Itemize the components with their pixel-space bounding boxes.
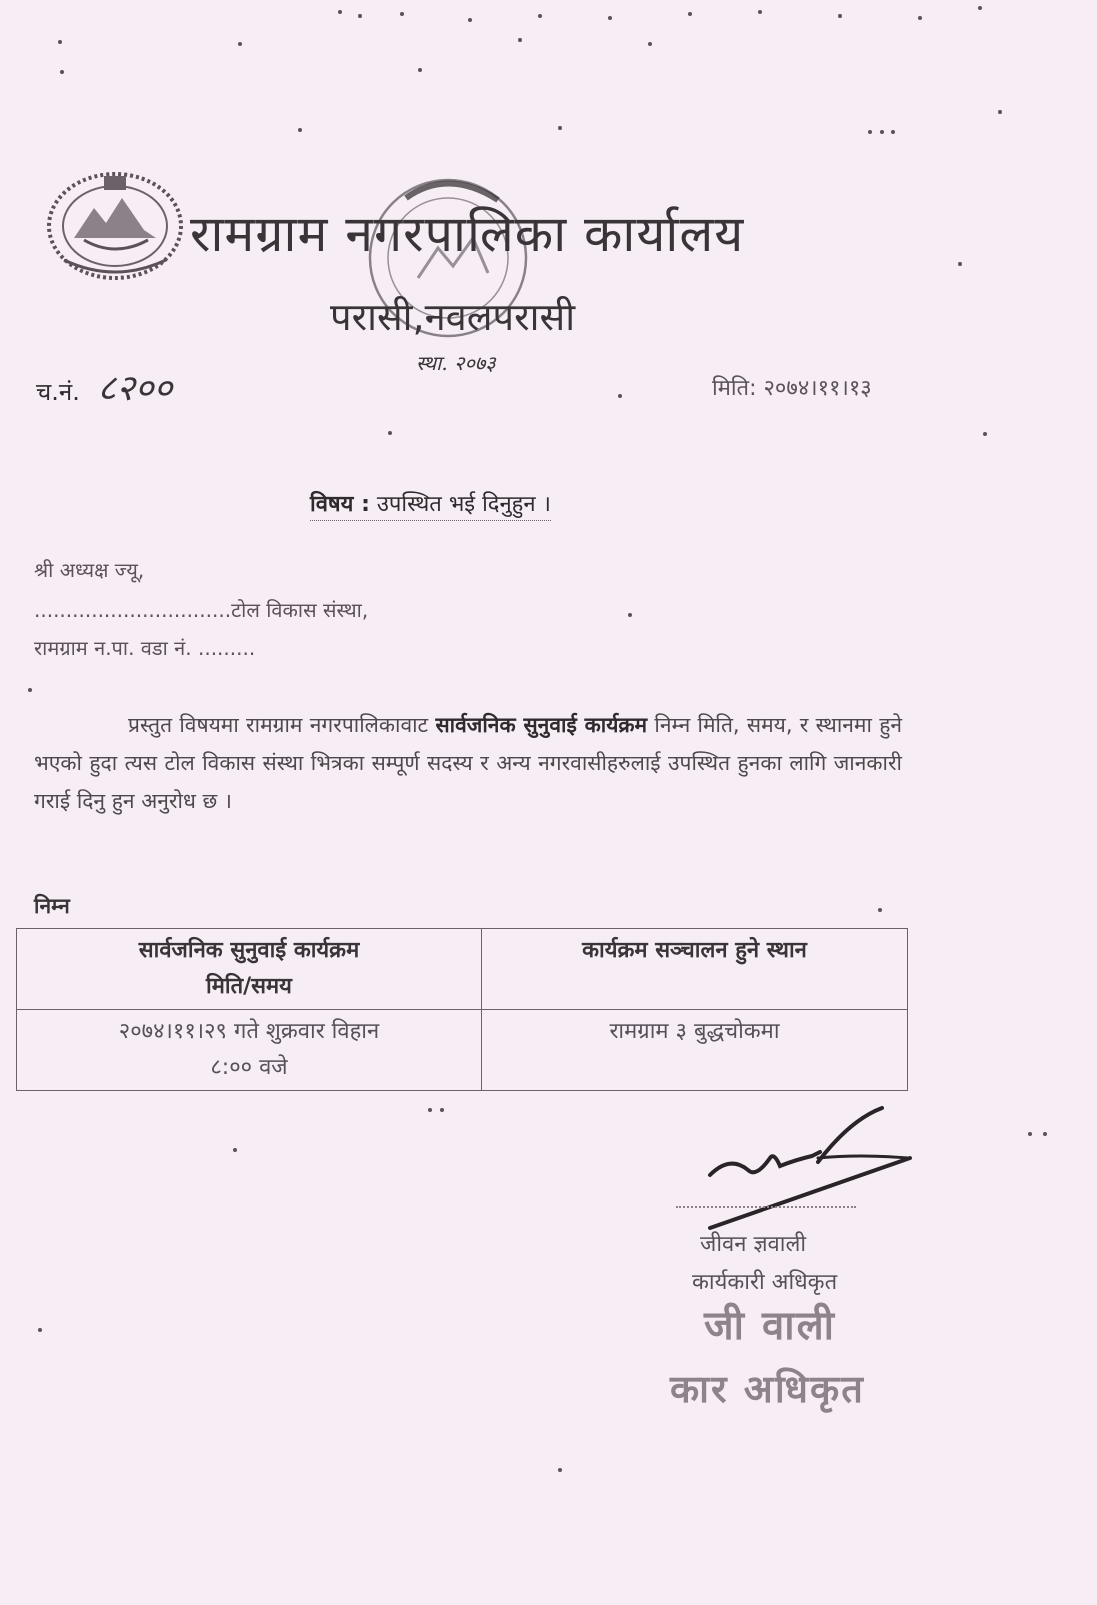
header-datetime-line-1: सार्वजनिक सुनुवाई कार्यक्रम [138, 938, 360, 963]
subject-label: विषय : [310, 492, 370, 517]
reference-label: च.नं. [36, 378, 80, 406]
letter-date: मिति: २०७४।११।१३ [712, 376, 872, 401]
name-stamp: जी वाली [704, 1303, 837, 1349]
office-location: परासी,नवलपरासी [330, 295, 576, 339]
cell-venue: रामग्राम ३ बुद्धचोकमा [482, 1010, 908, 1091]
table-row [17, 1010, 908, 1091]
reference-value: ८२०० [97, 368, 173, 409]
reference-number [36, 362, 172, 411]
addressee-line-2: ...............................टोल विकास संस्था, [34, 598, 369, 622]
svg-text:स्था. २०७३: स्था. २०७३ [416, 351, 496, 375]
subject-line [310, 488, 551, 521]
table-header-row [17, 929, 908, 1010]
handwritten-signature-icon [700, 1100, 920, 1240]
body-text-part-1: प्रस्तुत विषयमा रामग्राम नगरपालिकावाट [128, 713, 429, 737]
municipality-seal-icon [348, 158, 548, 378]
body-bold-phrase: सार्वजनिक सुनुवाई कार्यक्रम [435, 713, 648, 737]
nepal-government-emblem-icon [44, 168, 186, 284]
body-paragraph [34, 706, 902, 820]
body-text-part-2: निम्न मिति, समय, र स्थानमा हुने भएको हुदा त्यस टोल विकास संस्था भित्रका सम्पूर्ण सदस्य र अन्य नगरवासीहरुलाई उपस्थित हुनका लागि जानकारी गराई दिनु हुन अनुरोध छ । [34, 713, 903, 813]
subject-text: उपस्थित भई दिनुहुन । [376, 492, 551, 517]
header-datetime-line-2: मिति/समय [206, 974, 292, 999]
signer-name: जीवन ज्ञवाली [700, 1232, 807, 1257]
cell-datetime-line-1: २०७४।११।२९ गते शुक्रवार विहान [118, 1019, 380, 1044]
schedule-label: निम्न [34, 894, 70, 918]
signer-title: कार्यकारी अधिकृत [692, 1270, 838, 1295]
header-venue: कार्यक्रम सञ्चालन हुने स्थान [482, 929, 908, 1010]
schedule-table [16, 928, 908, 1091]
header-datetime [17, 929, 482, 1010]
office-name: रामग्राम नगरपालिका कार्यालय [190, 205, 745, 263]
cell-datetime-line-2: ८:०० वजे [210, 1055, 288, 1080]
title-stamp: कार अधिकृत [670, 1367, 865, 1411]
addressee-line-3: रामग्राम न.पा. वडा नं. ......... [34, 636, 256, 660]
addressee-line-1: श्री अध्यक्ष ज्यू, [34, 558, 145, 582]
cell-datetime [17, 1010, 482, 1091]
signature-dotted-line [676, 1206, 856, 1208]
